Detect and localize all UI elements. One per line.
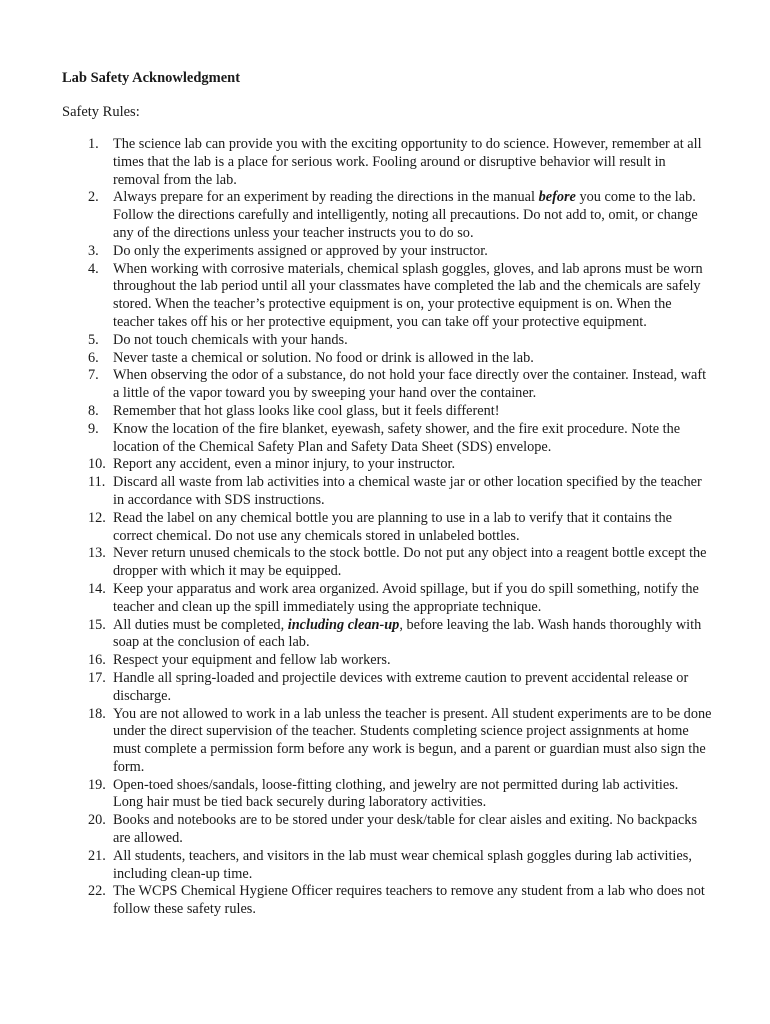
rule-text: Keep your apparatus and work area organized. Avoid spillage, but if you do spill something, notify the teacher and clean up the spill immediately using the appropriate technique. [113, 580, 699, 615]
rule-item [62, 367, 712, 403]
rule-text: You are not allowed to work in a lab unless the teacher is present. All student experiments are to be done under the direct supervision of the teacher. Students completing science project assignments at home must complete a permission form before any work is begun, and a parent or guardian must also sign the form. [113, 705, 712, 775]
rule-number: 7. [88, 367, 99, 384]
rule-item [62, 670, 712, 706]
safety-rules-list [62, 136, 712, 919]
rule-text: Report any accident, even a minor injury, to your instructor. [113, 456, 456, 473]
rule-text: When observing the odor of a substance, do not hold your face directly over the container. Instead, waft a little of the vapor toward you by sweeping your hand over the container. [113, 367, 707, 402]
rule-text: Know the location of the fire blanket, eyewash, safety shower, and the fire exit procedure. Note the location of the Chemical Safety Plan and Safety Data Sheet (SDS) envelope. [113, 420, 681, 455]
rule-text: Discard all waste from lab activities into a chemical waste jar or other location specified by the teacher in accordance with SDS instructions. [113, 474, 702, 508]
rule-number: 22. [88, 883, 106, 900]
rule-number: 2. [88, 189, 99, 206]
document-page [62, 68, 712, 919]
rule-text: Open-toed shoes/sandals, loose-fitting clothing, and jewelry are not permitted during lab activities. Long hair must be tied back securely during laboratory activities. [113, 776, 679, 811]
rule-text: Read the label on any chemical bottle you are planning to use in a lab to verify that it contains the correct chemical. Do not use any chemicals stored in unlabeled bottles. [113, 509, 672, 544]
rule-number: 10. [88, 456, 106, 473]
rule-item [62, 261, 712, 332]
rule-item [62, 510, 712, 546]
rule-number: 16. [88, 652, 106, 669]
rule-text: Never taste a chemical or solution. No food or drink is allowed in the lab. [113, 349, 534, 366]
rule-number: 9. [88, 420, 99, 437]
rule-item [62, 403, 712, 421]
rule-number: 11. [88, 474, 106, 491]
rule-number: 21. [88, 847, 106, 864]
rule-text: Remember that hot glass looks like cool glass, but it feels different! [113, 402, 500, 419]
rule-item [62, 581, 712, 617]
rule-item [62, 848, 712, 884]
rule-text: Always prepare for an experiment by reading the directions in the manual [113, 189, 539, 206]
rule-number: 5. [88, 331, 99, 348]
rule-text: All students, teachers, and visitors in the lab must wear chemical splash goggles during lab activities, including clean-up time. [113, 847, 692, 882]
rule-item [62, 617, 712, 653]
rule-text: Respect your equipment and fellow lab workers. [113, 652, 391, 669]
rule-item [62, 136, 712, 189]
rule-item [62, 545, 712, 581]
rule-number: 18. [88, 705, 106, 722]
rule-text: Handle all spring-loaded and projectile devices with extreme caution to prevent accidental release or discharge. [113, 669, 689, 704]
rule-number: 8. [88, 402, 99, 419]
rule-number: 14. [88, 580, 106, 597]
rule-text: When working with corrosive materials, chemical splash goggles, gloves, and lab aprons must be worn throughout the lab period until all your classmates have completed the lab and the chemicals are safely stored. When the teacher’s protective equipment is on, your protective equipment is on. When the teacher takes off his or her protective equipment, you can take off your protective equipment. [113, 260, 703, 330]
rule-number: 4. [88, 260, 99, 277]
rule-item [62, 777, 712, 813]
rule-text: Never return unused chemicals to the stock bottle. Do not put any object into a reagent bottle except the dropper with which it may be equipped. [113, 545, 707, 580]
rule-text-continued: you come to the lab. Follow the directions carefully and intelligently, noting all precautions. Do not add to, omit, or change any of the directions unless your teacher instructs you to do so. [113, 189, 698, 241]
rule-text: Books and notebooks are to be stored under your desk/table for clear aisles and exiting. No backpacks are allowed. [113, 812, 698, 847]
document-title: Lab Safety Acknowledgment [62, 70, 241, 86]
rule-number: 19. [88, 776, 106, 793]
rule-emphasis: before [538, 189, 576, 206]
rule-item [62, 243, 712, 261]
rule-number: 17. [88, 669, 106, 686]
rule-text: All duties must be completed, [113, 616, 288, 633]
rule-text: Do only the experiments assigned or approved by your instructor. [113, 242, 488, 259]
section-heading: Safety Rules: [62, 104, 140, 120]
rule-item [62, 883, 712, 919]
rule-item [62, 332, 712, 350]
rule-item [62, 421, 712, 457]
rule-text: The WCPS Chemical Hygiene Officer requires teachers to remove any student from a lab who does not follow these safety rules. [113, 883, 705, 918]
rule-number: 13. [88, 545, 106, 562]
rule-item [62, 189, 712, 242]
rule-number: 1. [88, 136, 99, 152]
rule-item [62, 652, 712, 670]
rule-item [62, 474, 712, 510]
rule-number: 6. [88, 349, 99, 366]
rule-text-continued: , before leaving the lab. Wash hands thoroughly with soap at the conclusion of each lab. [113, 616, 702, 651]
rule-item [62, 350, 712, 368]
rule-number: 12. [88, 509, 106, 526]
rule-emphasis: including clean-up [287, 616, 400, 633]
rule-item [62, 456, 712, 474]
rule-number: 15. [88, 616, 106, 633]
rule-number: 3. [88, 242, 99, 259]
rule-text: The science lab can provide you with the exciting opportunity to do science. However, remember at all times that the lab is a place for serious work. Fooling around or disruptive behavior will result in removal from the lab. [113, 136, 702, 188]
rule-text: Do not touch chemicals with your hands. [113, 331, 348, 348]
rule-item [62, 706, 712, 777]
rule-number: 20. [88, 812, 106, 829]
rule-item [62, 812, 712, 848]
